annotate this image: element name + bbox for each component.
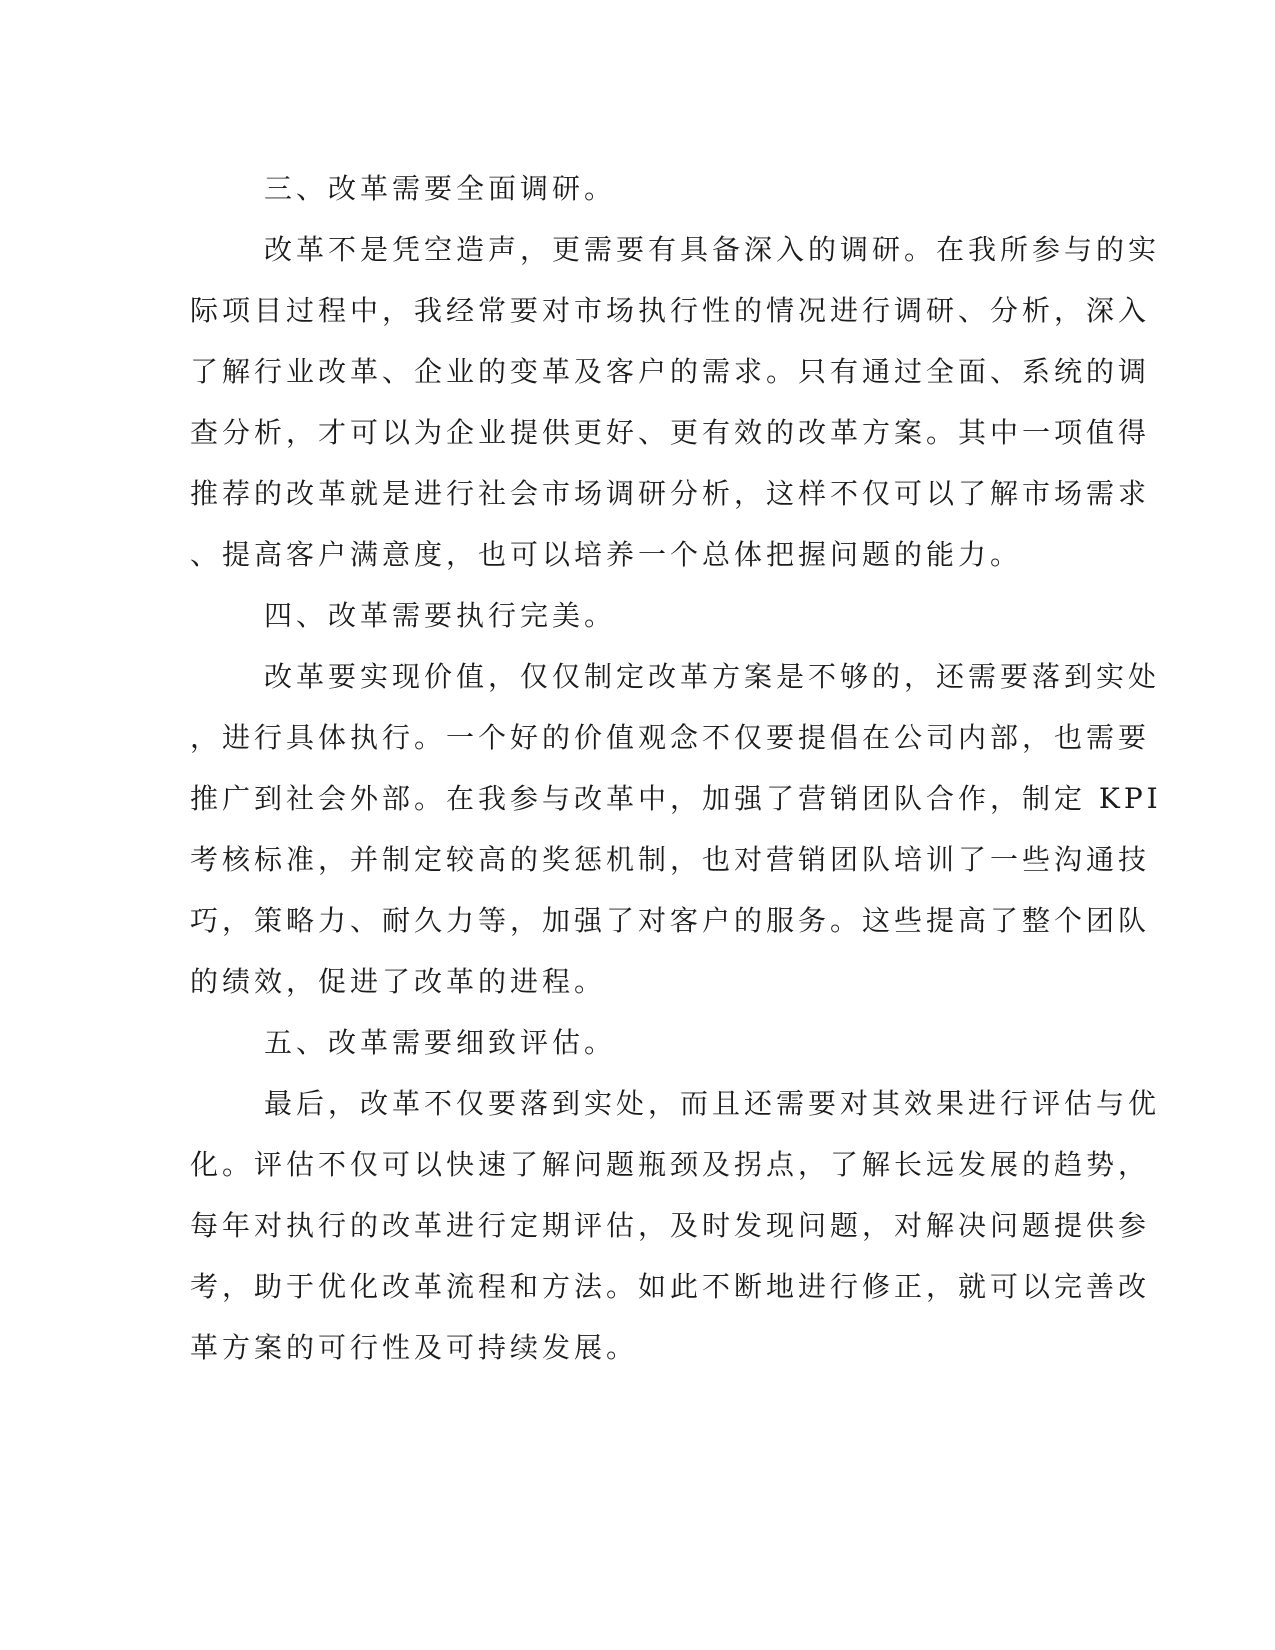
paragraph-line: 、提高客户满意度，也可以培养一个总体把握问题的能力。	[190, 538, 1023, 571]
paragraph-line: 最后，改革不仅要落到实处，而且还需要对其效果进行评估与优	[264, 1087, 1161, 1120]
paragraph-line: 的绩效，促进了改革的进程。	[190, 965, 607, 998]
paragraph-line: 每年对执行的改革进行定期评估，及时发现问题，对解决问题提供参	[190, 1209, 1151, 1242]
section-heading-5: 五、改革需要细致评估。	[264, 1026, 617, 1059]
paragraph-line: 考，助于优化改革流程和方法。如此不断地进行修正，就可以完善改	[190, 1270, 1151, 1303]
paragraph-line: 查分析，才可以为企业提供更好、更有效的改革方案。其中一项值得	[190, 416, 1151, 449]
paragraph-line: 推广到社会外部。在我参与改革中，加强了营销团队合作，制定 KPI	[190, 782, 1162, 815]
paragraph-line: 了解行业改革、企业的变革及客户的需求。只有通过全面、系统的调	[190, 355, 1151, 388]
paragraph-line: 推荐的改革就是进行社会市场调研分析，这样不仅可以了解市场需求	[190, 477, 1151, 510]
paragraph-line: 革方案的可行性及可持续发展。	[190, 1331, 639, 1364]
paragraph-line: 改革要实现价值，仅仅制定改革方案是不够的，还需要落到实处	[264, 660, 1161, 693]
paragraph-line: 化。评估不仅可以快速了解问题瓶颈及拐点，了解长远发展的趋势，	[190, 1148, 1151, 1181]
paragraph-line: 考核标准，并制定较高的奖惩机制，也对营销团队培训了一些沟通技	[190, 843, 1151, 876]
paragraph-line: 巧，策略力、耐久力等，加强了对客户的服务。这些提高了整个团队	[190, 904, 1151, 937]
paragraph-line: 际项目过程中，我经常要对市场执行性的情况进行调研、分析，深入	[190, 294, 1151, 327]
paragraph-line: 改革不是凭空造声，更需要有具备深入的调研。在我所参与的实	[264, 233, 1161, 266]
section-heading-3: 三、改革需要全面调研。	[264, 172, 617, 205]
paragraph-line: ，进行具体执行。一个好的价值观念不仅要提倡在公司内部，也需要	[190, 721, 1151, 754]
section-heading-4: 四、改革需要执行完美。	[264, 599, 617, 632]
document-body	[190, 158, 1162, 1378]
